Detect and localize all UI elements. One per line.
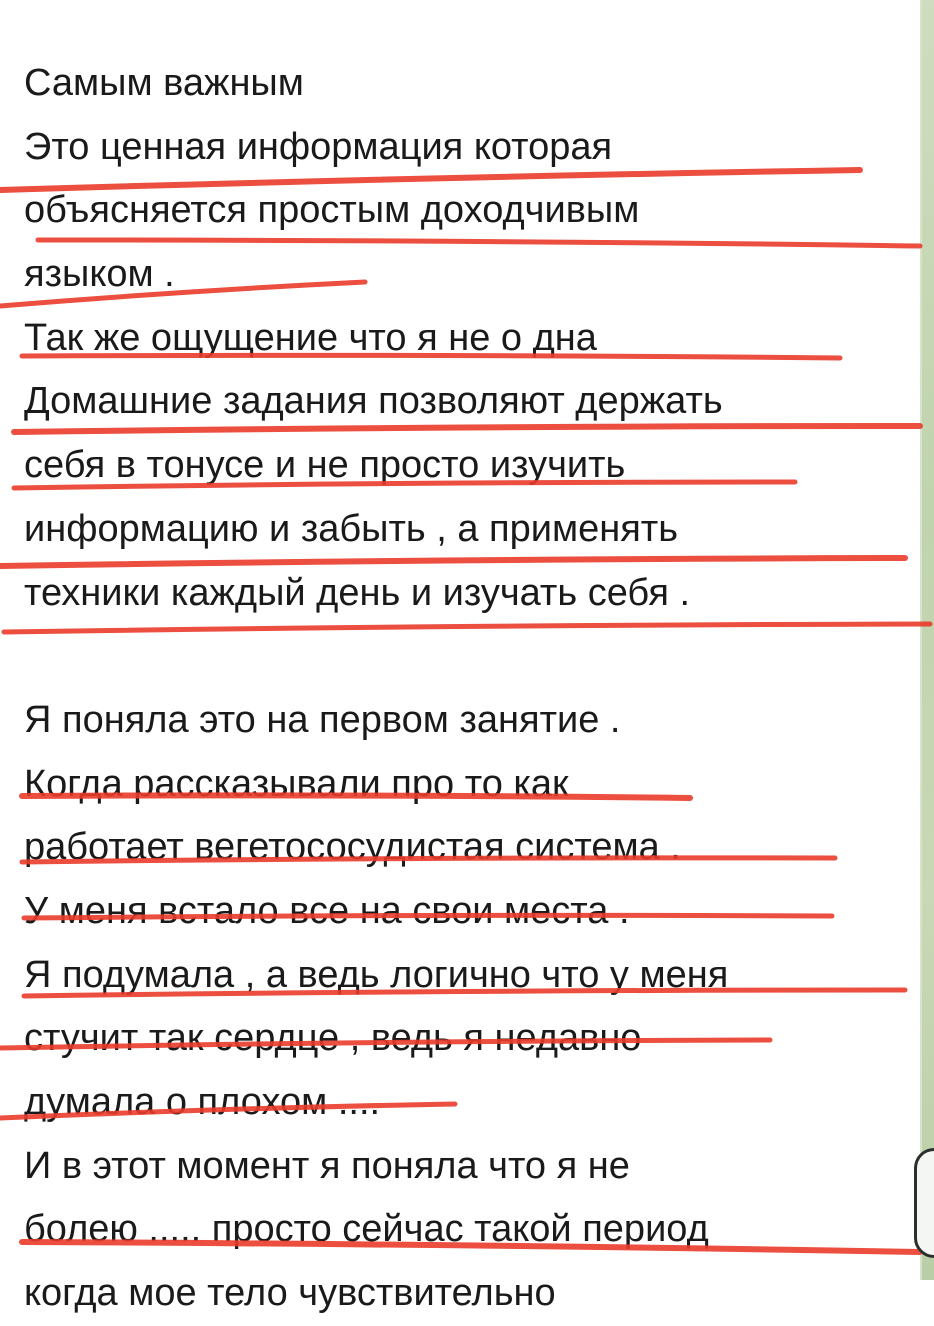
message-line: объясняется простым доходчивым (24, 189, 640, 232)
scroll-down-button[interactable] (914, 1148, 934, 1258)
message-line: Когда рассказывали про то как (24, 762, 569, 805)
message-line: Я поняла это на первом занятие . (24, 698, 621, 741)
message-line: информацию и забыть , а применять (24, 507, 678, 550)
message-line: работает вегетососудистая система . (24, 826, 681, 869)
message-line: У меня встало все на свои места . (24, 889, 630, 932)
message-line: себя в тонусе и не просто изучить (24, 444, 626, 487)
message-line: техники каждый день и изучать себя . (24, 571, 691, 614)
message-line: Это ценная информация которая (24, 125, 613, 168)
message-line: болею ..... просто сейчас такой период (24, 1208, 709, 1251)
message-line: стучит так сердце , ведь я недавно (24, 1017, 642, 1060)
message-line: когда мое тело чувствительно (24, 1272, 556, 1315)
chat-wallpaper (920, 0, 934, 1280)
message-line: думала о плохом .... (24, 1081, 381, 1123)
message-text (24, 52, 914, 1326)
message-line: Я подумала , а ведь логично что у меня (24, 953, 729, 996)
paragraph-gap (24, 625, 914, 689)
message-line: И в этот момент я поняла что я не (24, 1144, 630, 1187)
message-line: Так же ощущение что я не о дна (24, 316, 597, 359)
message-line: языком . (24, 253, 175, 296)
message-line: Самым важным (24, 62, 304, 104)
message-line: Домашние задания позволяют держать (24, 380, 723, 423)
